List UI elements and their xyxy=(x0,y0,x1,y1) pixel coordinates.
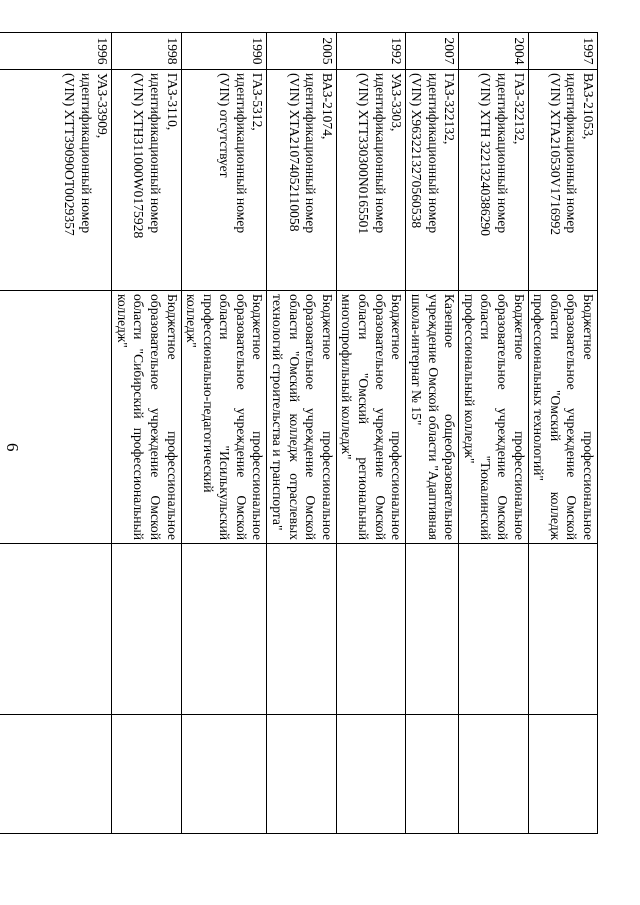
number-cell xyxy=(0,715,112,834)
table-row xyxy=(181,33,267,834)
table-row xyxy=(336,33,405,834)
vin-number: (VIN) ХТА21074052110058 xyxy=(286,73,302,232)
vin-label: идентификационный номер xyxy=(147,73,163,234)
table-row xyxy=(267,33,336,834)
page-number: 6 xyxy=(3,443,22,452)
vehicle-cell xyxy=(112,70,181,291)
vin-label: идентификационный номер xyxy=(495,73,511,234)
number-cell xyxy=(528,715,597,834)
vin-label: идентификационный номер xyxy=(425,73,441,234)
blank-cell xyxy=(267,544,336,715)
blank-cell xyxy=(528,544,597,715)
rotated-table-wrapper xyxy=(45,32,598,833)
table-row xyxy=(0,33,112,834)
vin-label: идентификационный номер xyxy=(303,73,319,234)
blank-cell xyxy=(406,544,459,715)
number-cell xyxy=(112,715,181,834)
vehicle-model: ГАЗ-3110, xyxy=(164,73,180,131)
number-cell xyxy=(181,715,267,834)
organization-cell: Бюджетное профессиональное образовательное учреждение Омской области "Сибирский профессиональный колледж" xyxy=(112,291,181,544)
organization-cell: Бюджетное профессиональное образовательное учреждение Омской области "Омский региональный многопрофильный колледж" xyxy=(336,291,405,544)
blank-cell xyxy=(112,544,181,715)
vehicle-cell xyxy=(267,70,336,291)
organization-cell: Бюджетное профессиональное образовательное учреждение Омской области "Тюкалинский профессиональный колледж" xyxy=(459,291,528,544)
vehicle-model: ГАЗ-5312, xyxy=(250,73,266,131)
number-cell xyxy=(336,715,405,834)
vin-number: (VIN) ХТН311000W0175928 xyxy=(131,73,147,239)
table-row xyxy=(112,33,181,834)
blank-cell xyxy=(0,544,112,715)
vehicle-cell xyxy=(528,70,597,291)
blank-cell xyxy=(336,544,405,715)
year-cell: 1998 xyxy=(112,33,181,70)
year-cell: 2007 xyxy=(406,33,459,70)
vehicle-model: ГАЗ-322132, xyxy=(511,73,527,145)
blank-cell xyxy=(459,544,528,715)
organization-cell: Бюджетное профессиональное образовательное учреждение Омской области "Исилькульский профессионально-педагогический колледж" xyxy=(181,291,267,544)
year-cell: 1990 xyxy=(181,33,267,70)
vehicle-model: ВАЗ-21053, xyxy=(581,73,596,140)
vin-number: (VIN) ХТТ330300N0165501 xyxy=(356,73,372,235)
number-cell xyxy=(406,715,459,834)
vin-number: (VIN) ХТТ39090ОТ0029357 xyxy=(61,73,77,236)
vehicle-cell xyxy=(459,70,528,291)
organization-cell xyxy=(0,291,112,544)
number-cell xyxy=(459,715,528,834)
table-row xyxy=(528,33,597,834)
vehicle-model: УАЗ-3303, xyxy=(389,73,405,132)
vehicle-cell xyxy=(406,70,459,291)
organization-cell: Бюджетное профессиональное образовательное учреждение Омской области "Омский колледж отраслевых технологий строительства и транспорта" xyxy=(267,291,336,544)
year-cell: 2004 xyxy=(459,33,528,70)
year-cell: 1992 xyxy=(336,33,405,70)
vin-number: (VIN) Х9632213270560538 xyxy=(409,73,425,229)
vehicle-cell xyxy=(181,70,267,291)
organization-cell: Казенное общеобразовательное учреждение Омской области "Адаптивная школа-интернат № 15" xyxy=(406,291,459,544)
vin-number: (VIN) отсутствует xyxy=(217,73,233,178)
vin-label: идентификационный номер xyxy=(564,73,580,234)
vehicle-table xyxy=(0,32,598,834)
year-cell: 1997 xyxy=(528,33,597,70)
vehicle-cell xyxy=(0,70,112,291)
blank-cell xyxy=(181,544,267,715)
vehicle-model: ГАЗ-322132, xyxy=(442,73,458,145)
table-row xyxy=(459,33,528,834)
vin-label: идентификационный номер xyxy=(78,73,94,234)
table-row xyxy=(406,33,459,834)
vin-number: (VIN) ХТН 32213240386290 xyxy=(478,73,494,237)
organization-cell: Бюджетное профессиональное образовательное учреждение Омской области "Омский колледж профессиональных технологий" xyxy=(528,291,597,544)
vehicle-model: ВАЗ-21074, xyxy=(319,73,335,140)
vin-label: идентификационный номер xyxy=(372,73,388,234)
vehicle-cell xyxy=(336,70,405,291)
vin-number: (VIN) ХТА210530V1716992 xyxy=(547,73,563,236)
vin-label: идентификационный номер xyxy=(233,73,249,234)
number-cell xyxy=(267,715,336,834)
vehicle-model: УАЗ-33909, xyxy=(95,73,111,139)
year-cell: 1996 xyxy=(0,33,112,70)
year-cell: 2005 xyxy=(267,33,336,70)
